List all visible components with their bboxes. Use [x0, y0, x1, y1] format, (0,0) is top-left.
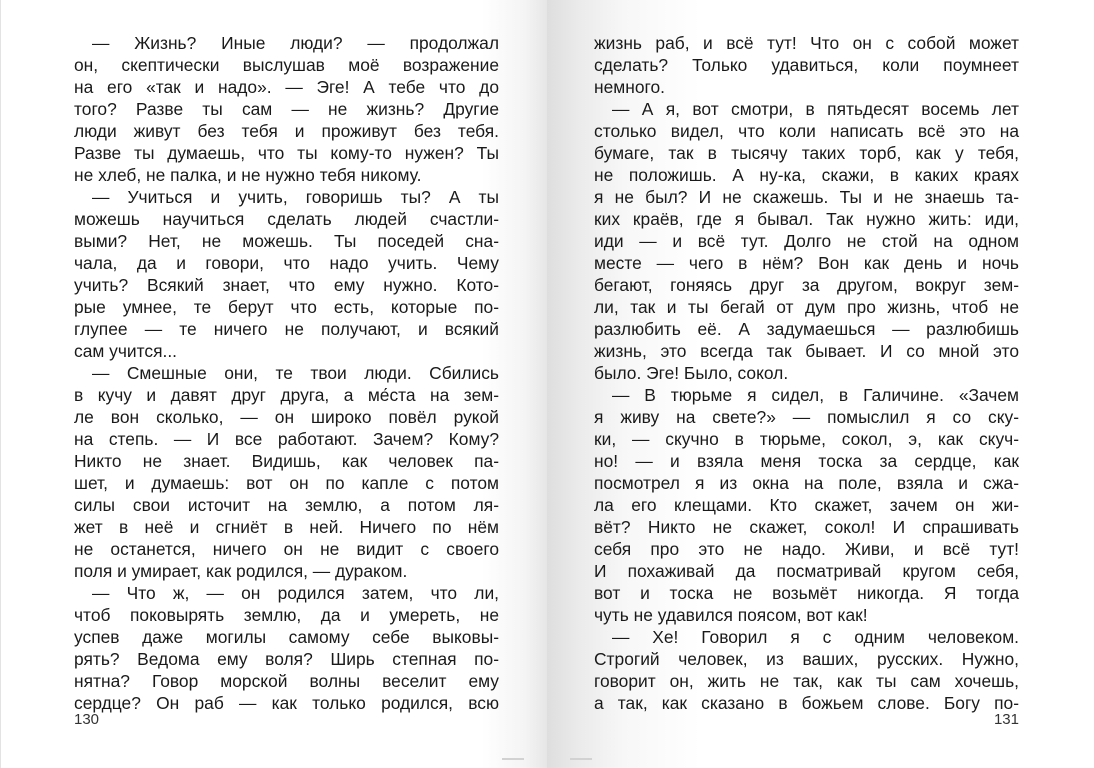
- page-number-left: 130: [74, 711, 100, 728]
- text-line: учить? Всякий знает, что ему нужно. Кото-: [74, 275, 499, 295]
- text-line: ки, — скучно в тюрьме, сокол, э, как скуч-: [594, 429, 1019, 449]
- right-page-text: [594, 32, 1019, 714]
- text-line: чуть не удавился поясом, вот как!: [594, 605, 868, 625]
- text-line: сердце? Он раб — как только родился, всю: [74, 693, 499, 713]
- text-line: И похаживай да посматривай кругом себя,: [594, 561, 1019, 581]
- text-line: немного.: [594, 77, 665, 97]
- text-line: а так, как сказано в божьем слове. Богу по-: [594, 693, 1019, 713]
- text-line: я не был? И не скажешь. Ты и не знаешь та-: [594, 187, 1019, 207]
- text-line: Строгий человек, из ваших, русских. Нужно,: [594, 649, 1019, 669]
- page-number-right: 131: [993, 711, 1019, 728]
- text-line: жизнь, это всегда так бывает. И со мной это: [594, 341, 1019, 361]
- text-line: — А я, вот смотри, в пятьдесят восемь лет: [612, 99, 1019, 119]
- text-line: бегают, гоняясь друг за другом, вокруг зем-: [594, 275, 1019, 295]
- text-line: — Учиться и учить, говоришь ты? А ты: [92, 187, 499, 207]
- text-line: жет в неё и сгниёт в ней. Ничего по нём: [74, 517, 499, 537]
- text-line: — Хе! Говорил я с одним человеком.: [612, 627, 1019, 647]
- text-line: ле вон сколько, — он широко повёл рукой: [74, 407, 499, 427]
- text-line: — Что ж, — он родился затем, что ли,: [92, 583, 499, 603]
- text-line: месте — чего в нём? Вон как день и ночь: [594, 253, 1019, 273]
- text-line: но! — и взяла меня тоска за сердце, как: [594, 451, 1019, 471]
- text-line: в кучу и давят друг друга, а ме́ста на зем-: [74, 385, 499, 405]
- text-line: чала, да и говори, что надо учить. Чему: [74, 253, 499, 273]
- text-line: говорит он, жить не так, как ты сам хочешь,: [594, 671, 1019, 691]
- text-line: не останется, ничего он не видит с своего: [74, 539, 499, 559]
- spine-mark: [502, 758, 524, 760]
- text-line: на степь. — И все работают. Зачем? Кому?: [74, 429, 499, 449]
- text-line: сделать? Только удавиться, коли поумнеет: [594, 55, 1019, 75]
- text-line: успев даже могилы самому себе выковы-: [74, 627, 499, 647]
- text-line: люди живут без тебя и проживут без тебя.: [74, 121, 499, 141]
- text-line: столько видел, что коли написать всё это на: [594, 121, 1019, 141]
- text-line: вёт? Никто не скажет, сокол! И спрашивать: [594, 517, 1019, 537]
- text-line: не хлеб, не палка, и не нужно тебя никому.: [74, 165, 422, 185]
- text-line: рые умнее, те берут что есть, которые по-: [74, 297, 499, 317]
- text-line: можешь научиться сделать людей счастли-: [74, 209, 499, 229]
- text-line: глупее — те ничего не получают, и всякий: [74, 319, 499, 339]
- text-line: силы свои источит на землю, а потом ля-: [74, 495, 499, 515]
- text-line: ли, так и ты бегай от дум про жизнь, чтоб не: [594, 297, 1019, 317]
- text-line: иди — и всё тут. Долго не стой на одном: [594, 231, 1019, 251]
- text-line: поля и умирает, как родился, — дураком.: [74, 561, 408, 581]
- text-line: — Жизнь? Иные люди? — продолжал: [92, 33, 499, 53]
- text-line: бумаге, так в тысячу таких торб, как у тебя,: [594, 143, 1019, 163]
- text-line: на его «так и надо». — Эге! А тебе что до: [74, 77, 499, 97]
- text-line: посмотрел я из окна на поле, взяла и сжа-: [594, 473, 1019, 493]
- text-line: Никто не знает. Видишь, как человек па-: [74, 451, 499, 471]
- text-line: выми? Нет, не можешь. Ты поседей сна-: [74, 231, 499, 251]
- text-line: — Смешные они, те твои люди. Сбились: [92, 363, 499, 383]
- text-line: разлюбить её. А задумаешься — разлюбишь: [594, 319, 1019, 339]
- text-line: он, скептически выслушав моё возражение: [74, 55, 499, 75]
- text-line: — В тюрьме я сидел, в Галичине. «Зачем: [612, 385, 1019, 405]
- text-line: чтоб поковырять землю, да и умереть, не: [74, 605, 499, 625]
- text-line: себя про это не надо. Живи, и всё тут!: [594, 539, 1019, 559]
- left-page-text: [74, 32, 499, 714]
- spine-mark: [570, 758, 592, 760]
- text-line: Разве ты думаешь, что ты кому-то нужен? Ты: [74, 143, 499, 163]
- text-line: того? Разве ты сам — не жизнь? Другие: [74, 99, 499, 119]
- text-line: сам учится...: [74, 341, 178, 361]
- text-line: жизнь раб, и всё тут! Что он с собой может: [594, 33, 1019, 53]
- text-line: было. Эге! Было, сокол.: [594, 363, 789, 383]
- right-page: [547, 0, 1094, 768]
- text-line: не положишь. А ну-ка, скажи, в каких краях: [594, 165, 1019, 185]
- text-line: ких краёв, где я бывал. Так нужно жить: иди,: [594, 209, 1019, 229]
- text-line: я живу на свете?» — помыслил я со ску-: [594, 407, 1019, 427]
- text-line: вот и тоска не возьмёт никогда. Я тогда: [594, 583, 1019, 603]
- text-line: рять? Ведома ему воля? Ширь степная по-: [74, 649, 499, 669]
- text-line: ла его клещами. Кто скажет, зачем он жи-: [594, 495, 1019, 515]
- text-line: шет, и думаешь: вот он по капле с потом: [74, 473, 499, 493]
- text-line: нятна? Говор морской волны веселит ему: [74, 671, 499, 691]
